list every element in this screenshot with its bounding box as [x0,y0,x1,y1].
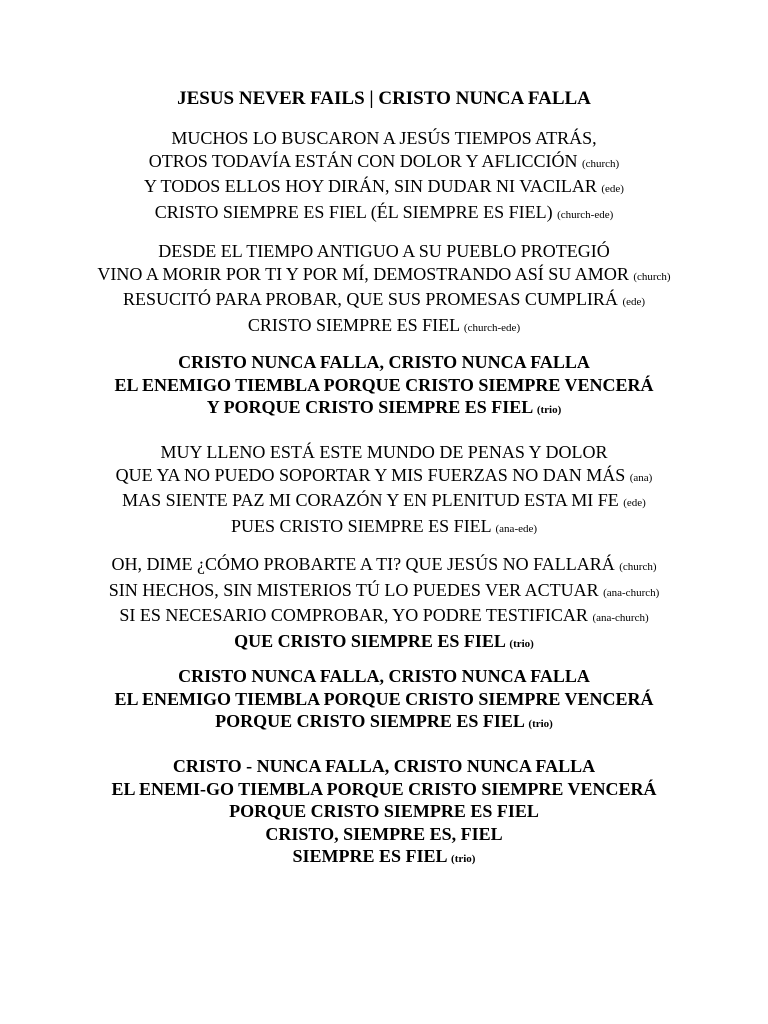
lyric-text: SIN HECHOS, SIN MISTERIOS TÚ LO PUEDES VER ACTUAR [108,579,599,600]
lyric-line [0,755,768,778]
lyric-text: QUE CRISTO SIEMPRE ES FIEL [234,630,505,651]
lyric-text: RESUCITÓ PARA PROBAR, QUE SUS PROMESAS CUMPLIRÁ [122,289,618,310]
stanza-6 [0,665,768,736]
singer-note: (church) [619,561,657,573]
lyric-text: CRISTO - NUNCA FALLA, CRISTO NUNCA FALLA [172,756,596,776]
singer-note: (church-ede) [557,208,614,221]
singer-note: (trio) [451,853,476,866]
singer-note: (ede) [622,296,646,309]
lyric-line [0,464,768,490]
lyric-line [0,630,768,656]
lyric-line [0,396,768,422]
lyric-text: EL ENEMIGO TIEMBLA PORQUE CRISTO SIEMPRE VENCERÁ [114,374,654,395]
lyric-line [0,263,768,289]
lyric-line [0,201,768,227]
singer-note: (ede) [623,497,646,510]
song-title: JESUS NEVER FAILS | CRISTO NUNCA FALLA [177,88,591,109]
singer-note: (church-ede) [463,321,521,334]
singer-note: (trio) [509,637,534,650]
lyric-text: QUE YA NO PUEDO SOPORTAR Y MIS FUERZAS NO DAN MÁS [115,464,626,485]
lyric-text: CRISTO NUNCA FALLA, CRISTO NUNCA FALLA [178,666,590,686]
stanza-1 [0,127,768,226]
lyric-line [0,441,768,464]
stanza-2 [0,240,768,339]
stanza-5 [0,553,768,655]
singer-note: (ana) [629,471,653,484]
lyric-text: EL ENEMIGO TIEMBLA PORQUE CRISTO SIEMPRE VENCERÁ [114,688,654,709]
lyric-line [0,515,768,541]
lyric-line [0,579,768,605]
lyric-line [0,314,768,340]
singer-note: (church) [633,270,671,283]
singer-note: (ana-ede) [495,522,538,535]
lyric-line [0,288,768,314]
lyric-line [0,688,768,711]
lyric-text: CRISTO, SIEMPRE ES, FIEL [265,823,503,844]
lyric-line [0,351,768,374]
lyric-text: SIEMPRE ES FIEL [292,846,447,867]
lyric-line [0,150,768,176]
stanza-3 [0,351,768,422]
lyric-text: CRISTO SIEMPRE ES FIEL (ÉL SIEMPRE ES FIEL) [154,201,553,222]
lyric-text: VINO A MORIR POR TI Y POR MÍ, DEMOSTRANDO ASÍ SU AMOR [97,263,629,284]
singer-note: (ana-church) [603,586,660,599]
lyric-text: OTROS TODAVÍA ESTÁN CON DOLOR Y AFLICCIÓN [148,150,578,171]
singer-note: (ede) [601,183,624,196]
singer-note: (trio) [528,718,553,731]
lyric-text: MUY LLENO ESTÁ ESTE MUNDO DE PENAS Y DOLOR [160,442,608,462]
lyric-line [0,240,768,263]
lyric-text: PUES CRISTO SIEMPRE ES FIEL [230,515,492,536]
singer-note: (ana-church) [592,612,649,625]
lyric-text: PORQUE CRISTO SIEMPRE ES FIEL [229,801,539,822]
lyric-line [0,553,768,579]
lyric-line [0,710,768,736]
stanza-4 [0,441,768,540]
lyric-text: PORQUE CRISTO SIEMPRE ES FIEL [215,711,524,732]
lyric-text: SI ES NECESARIO COMPROBAR, YO PODRE TESTIFICAR [119,605,588,626]
lyric-text: MUCHOS LO BUSCARON A JESÚS TIEMPOS ATRÁS, [171,128,597,148]
stanza-7 [0,755,768,871]
singer-note: (church) [581,157,620,170]
lyric-line [0,823,768,846]
lyric-text: EL ENEMI-GO TIEMBLA PORQUE CRISTO SIEMPRE VENCERÁ [111,778,657,799]
lyric-line [0,175,768,201]
singer-note: (trio) [536,404,562,417]
lyric-line [0,604,768,630]
lyric-text: Y TODOS ELLOS HOY DIRÁN, SIN DUDAR NI VACILAR [144,176,597,197]
lyric-line [0,374,768,397]
lyric-text: DESDE EL TIEMPO ANTIGUO A SU PUEBLO PROTEGIÓ [158,241,610,261]
lyric-text: CRISTO SIEMPRE ES FIEL [247,314,460,335]
lyric-line [0,800,768,823]
lyric-line [0,778,768,801]
lyric-line [0,665,768,688]
lyric-text: MAS SIENTE PAZ MI CORAZÓN Y EN PLENITUD ESTA MI FE [122,490,619,511]
lyric-text: CRISTO NUNCA FALLA, CRISTO NUNCA FALLA [178,352,590,372]
lyric-line [0,127,768,150]
lyric-text: OH, DIME ¿CÓMO PROBARTE A TI? QUE JESÚS NO FALLARÁ [111,554,615,574]
lyric-text: Y PORQUE CRISTO SIEMPRE ES FIEL [206,397,533,418]
lyric-line [0,489,768,515]
lyric-line [0,845,768,871]
